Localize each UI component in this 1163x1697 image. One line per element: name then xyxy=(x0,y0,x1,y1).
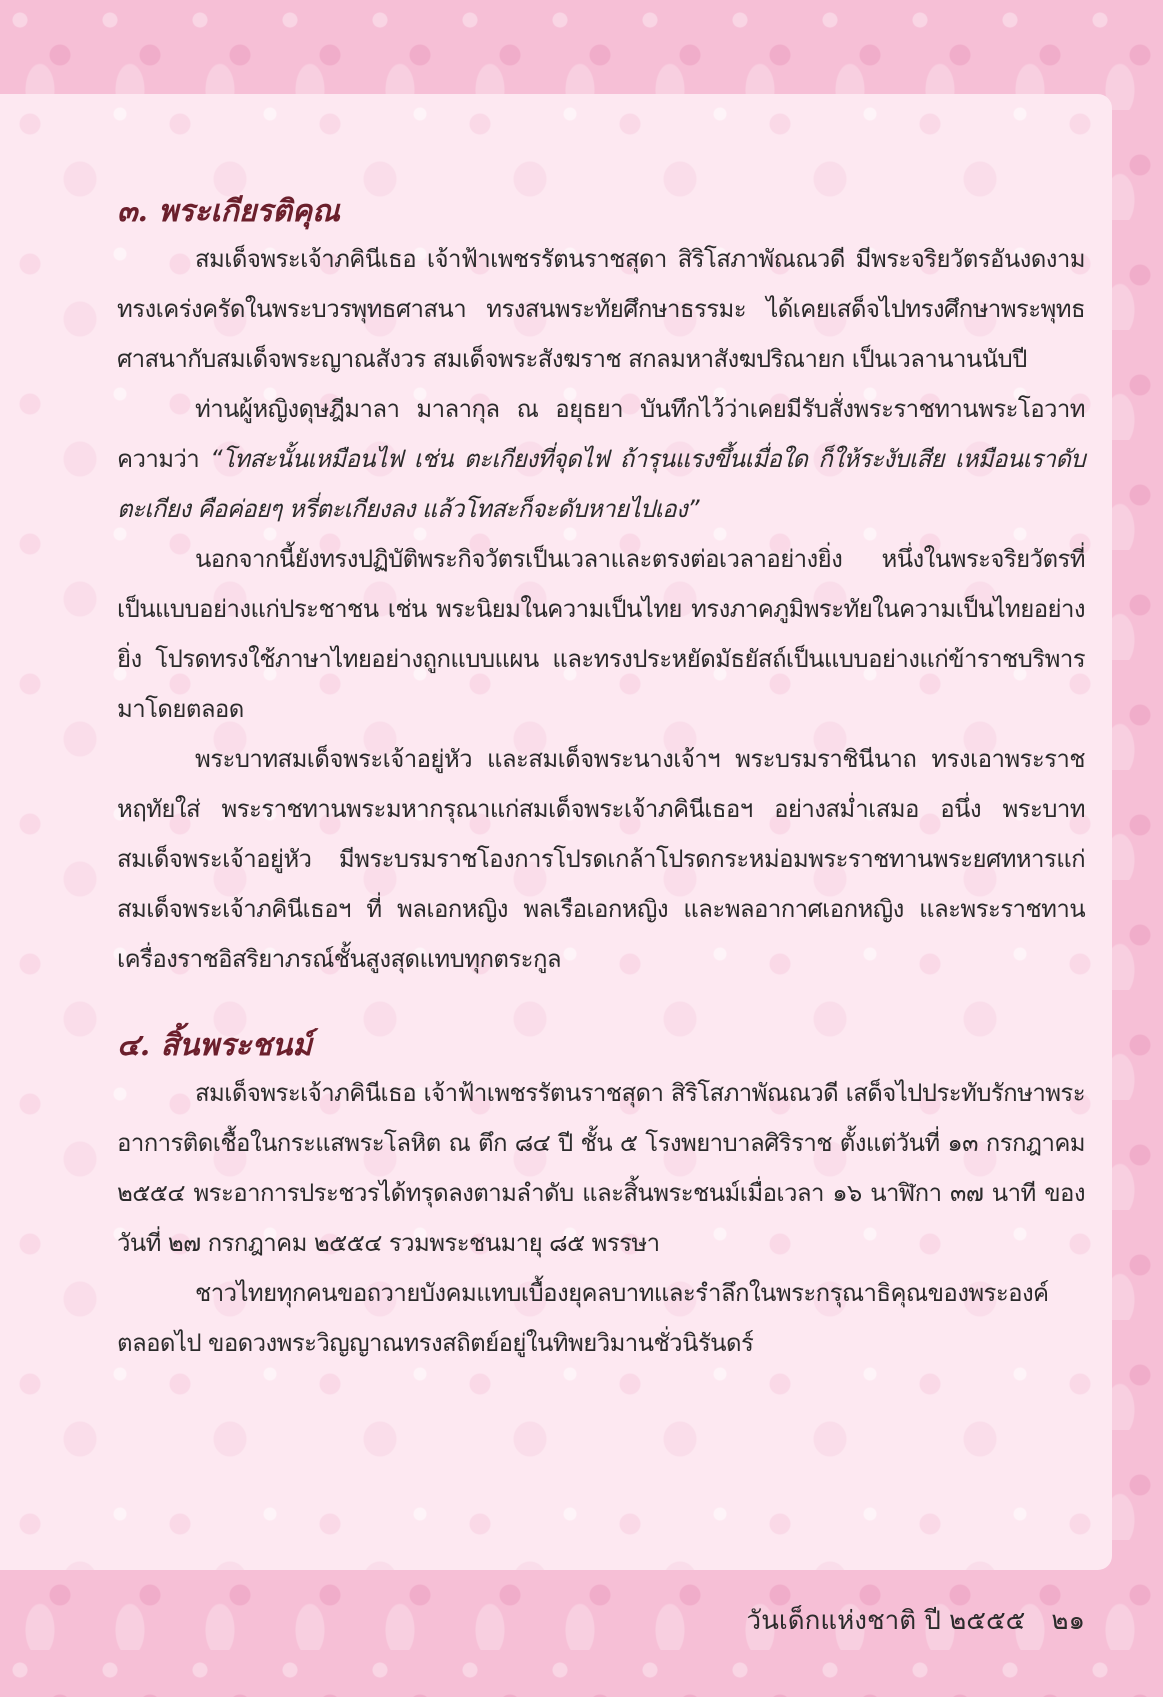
page-footer xyxy=(747,1600,1085,1641)
section-spacer xyxy=(117,984,1085,1024)
section-4-heading: ๔. สิ้นพระชนม์ xyxy=(117,1028,313,1063)
section-3-paragraph-2-intro: ท่านผู้หญิงดุษฎีมาลา มาลากุล ณ อยุธยา บันทึกไว้ว่าเคยมีรับสั่งพระราชทานพระโอวาทความว่า xyxy=(117,395,1085,473)
section-3-paragraph-1: สมเด็จพระเจ้าภคินีเธอ เจ้าฟ้าเพชรรัตนราชสุดา สิริโสภาพัณณวดี มีพระจริยวัตรอันงดงาม ทรงเคร่งครัดในพระบวรพุทธศาสนา ทรงสนพระทัยศึกษาธรรมะ ได้เคยเสด็จไปทรงศึกษาพระพุทธศาสนากับสมเด็จพระญาณสังวร สมเด็จพระสังฆราช สกลมหาสังฆปริณายก เป็นเวลานานนับปี xyxy=(117,245,1085,373)
section-3-paragraph-3: นอกจากนี้ยังทรงปฏิบัติพระกิจวัตรเป็นเวลาและตรงต่อเวลาอย่างยิ่ง หนึ่งในพระจริยวัตรที่เป็นแบบอย่างแก่ประชาชน เช่น พระนิยมในความเป็นไทย ทรงภาคภูมิพระทัยในความเป็นไทยอย่างยิ่ง โปรดทรงใช้ภาษาไทยอย่างถูกแบบแผน และทรงประหยัดมัธยัสถ์เป็นแบบอย่างแก่ข้าราชบริพารมาโดยตลอด xyxy=(117,545,1085,723)
document-body xyxy=(117,190,1085,1368)
section-3-paragraph-2 xyxy=(117,384,1085,534)
section-4-paragraph-1: สมเด็จพระเจ้าภคินีเธอ เจ้าฟ้าเพชรรัตนราชสุดา สิริโสภาพัณณวดี เสด็จไปประทับรักษาพระอาการติดเชื้อในกระแสพระโลหิต ณ ตึก ๘๔ ปี ชั้น ๕ โรงพยาบาลศิริราช ตั้งแต่วันที่ ๑๓ กรกฎาคม ๒๕๕๔ พระอาการประชวรได้ทรุดลงตามลำดับ และสิ้นพระชนม์เมื่อเวลา ๑๖ นาฬิกา ๓๗ นาที ของวันที่ ๒๗ กรกฎาคม ๒๕๕๔ รวมพระชนมายุ ๘๕ พรรษา xyxy=(117,1079,1085,1257)
page-number: ๒๑ xyxy=(1051,1606,1085,1636)
section-3-paragraph-4: พระบาทสมเด็จพระเจ้าอยู่หัว และสมเด็จพระนางเจ้าฯ พระบรมราชินีนาถ ทรงเอาพระราชหฤทัยใส่ พระราชทานพระมหากรุณาแก่สมเด็จพระเจ้าภคินีเธอฯ อย่างสม่ำเสมอ อนึ่ง พระบาทสมเด็จพระเจ้าอยู่หัว มีพระบรมราชโองการโปรดเกล้าโปรดกระหม่อมพระราชทานพระยศทหารแก่สมเด็จพระเจ้าภคินีเธอฯ ที่ พลเอกหญิง พลเรือเอกหญิง และพลอากาศเอกหญิง และพระราชทานเครื่องราชอิสริยาภรณ์ชั้นสูงสุดแทบทุกตระกูล xyxy=(117,745,1085,973)
footer-title: วันเด็กแห่งชาติ ปี ๒๕๕๕ xyxy=(746,1606,1026,1636)
section-4-paragraph-2: ชาวไทยทุกคนขอถวายบังคมแทบเบื้องยุคลบาทและรำลึกในพระกรุณาธิคุณของพระองค์ตลอดไป ขอดวงพระวิญญาณทรงสถิตย์อยู่ในทิพยวิมานชั่วนิรันดร์ xyxy=(117,1279,1049,1357)
section-3-quote: “โทสะนั้นเหมือนไฟ เช่น ตะเกียงที่จุดไฟ ถ้ารุนแรงขึ้นเมื่อใด ก็ให้ระงับเสีย เหมือนเราดับตะเกียง คือค่อยๆ หรี่ตะเกียงลง แล้วโทสะก็จะดับหายไปเอง” xyxy=(117,445,1085,523)
section-3-heading: ๓. พระเกียรติคุณ xyxy=(117,194,340,229)
